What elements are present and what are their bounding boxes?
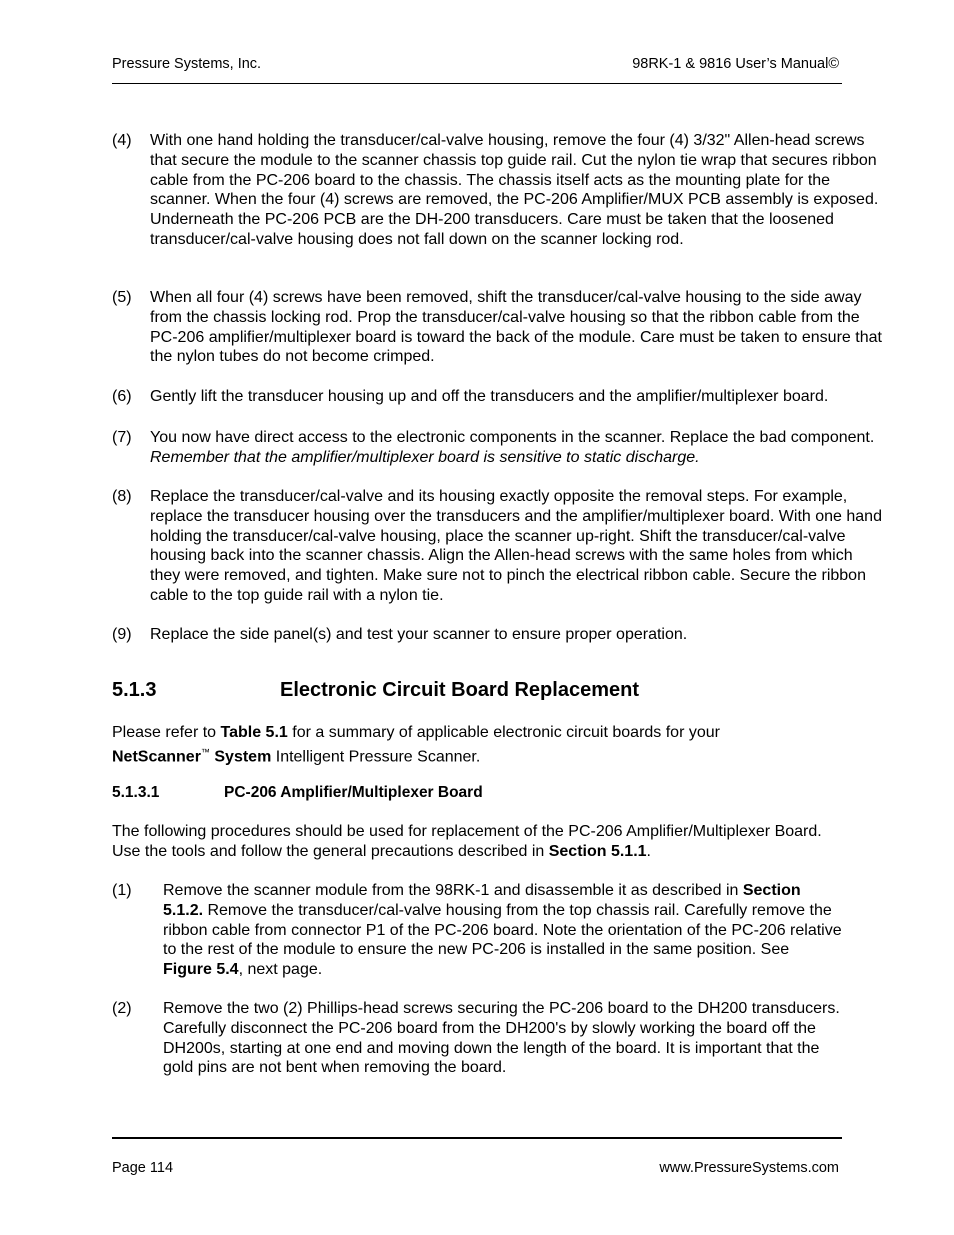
step-text: Replace the side panel(s) and test your scanner to ensure proper operation.	[150, 626, 688, 643]
step-number: (1)	[112, 882, 132, 899]
table-reference: Table 5.1	[220, 724, 288, 741]
step-text: When all four (4) screws have been removed, shift the transducer/cal-valve housing to the side away from the chassis locking rod. Prop the transducer/cal-valve housing so that the ribbon cable from the PC-206 amplifier/multiplexer board is toward the back of the module. Care must be taken to ensure that the nylon tubes do not become crimped.	[150, 289, 882, 366]
header-rule	[112, 83, 842, 84]
step-item	[112, 881, 842, 980]
header-manual-title: 98RK-1 & 9816 User’s Manual©	[632, 56, 839, 72]
step-item	[112, 131, 882, 250]
section-intro: Please refer to Table 5.1 for a summary of applicable electronic circuit boards for your NetScanner™ System Intelligent Pressure Scanner.	[112, 724, 720, 766]
step-text: Remove the two (2) Phillips-head screws securing the PC-206 board to the DH200 transducers. Carefully disconnect the PC-206 board from the DH200's by slowly working the board off the DH200s, starting at one end and moving down the length of the board. It is important that the gold pins are not bent when removing the board.	[163, 1000, 840, 1077]
step-number: (2)	[112, 1000, 132, 1017]
step-number: (8)	[112, 488, 132, 505]
step-number: (4)	[112, 132, 132, 149]
step-item	[112, 288, 882, 367]
product-name: NetScanner	[112, 748, 201, 766]
footer-rule	[112, 1137, 842, 1139]
header-company: Pressure Systems, Inc.	[112, 56, 262, 72]
subsection-heading	[112, 784, 483, 802]
step-item	[112, 625, 882, 645]
footer-website: www.PressureSystems.com	[659, 1160, 839, 1176]
section-title: Electronic Circuit Board Replacement	[280, 679, 639, 701]
step-item	[112, 487, 882, 606]
step-text: With one hand holding the transducer/cal-valve housing, remove the four (4) 3/32" Allen-head screws that secure the module to the scanner chassis top guide rail. Cut the nylon tie wrap that secures ribbon cable from the PC-206 board to the chassis. The chassis itself acts as the mounting plate for the scanner. When the four (4) screws are removed, the PC-206 Amplifier/MUX PCB assembly is exposed. Underneath the PC-206 PCB are the DH-200 transducers. Care must be taken that the loosened transducer/cal-valve housing does not fall down on the scanner locking rod.	[150, 132, 879, 248]
step-number: (7)	[112, 429, 132, 446]
trademark-symbol: ™	[200, 746, 210, 757]
step-number: (6)	[112, 388, 132, 405]
step-text: Gently lift the transducer housing up and off the transducers and the amplifier/multiplexer board.	[150, 388, 829, 405]
subsection-intro: The following procedures should be used for replacement of the PC-206 Amplifier/Multiplexer Board. Use the tools and follow the general precautions described in Section 5.1.1.	[112, 823, 822, 860]
section-heading	[112, 679, 639, 702]
step-item	[112, 428, 882, 468]
subsection-number: 5.1.3.1	[112, 784, 160, 801]
section-reference: Section 5.1.1	[548, 842, 647, 860]
section-reference: Section 5.1.2.	[163, 882, 801, 919]
step-item	[112, 999, 842, 1078]
subsection-title: PC-206 Amplifier/Multiplexer Board	[224, 784, 483, 801]
page-number: Page 114	[112, 1160, 174, 1176]
step-text: You now have direct access to the electronic components in the scanner. Replace the bad component. Remember that the amplifier/multiplexer board is sensitive to static discharge.	[150, 429, 875, 466]
step-text: Remove the scanner module from the 98RK-1 and disassemble it as described in Section 5.1.2. Remove the transducer/cal-valve housing from the top chassis rail. Carefully remove the ribbon cable from connector P1 of the PC-206 board. Note the orientation of the PC-206 relative to the rest of the module to ensure the new PC-206 is installed in the same position. See Figure 5.4, next page.	[163, 882, 842, 979]
figure-reference: Figure 5.4	[163, 961, 239, 979]
step-item	[112, 387, 882, 407]
step-text: Replace the transducer/cal-valve and its housing exactly opposite the removal steps. For example, replace the transducer housing over the transducers and the amplifier/multiplexer board. With one hand holding the transducer/cal-valve housing, place the scanner up-right. Shift the transducer/cal-valve housing back into the scanner chassis. Align the Allen-head screws with the same holes from which they were removed, and tighten. Make sure not to pinch the electrical ribbon cable. Secure the ribbon cable to the top guide rail with a nylon tie.	[150, 488, 882, 604]
section-number: 5.1.3	[112, 679, 157, 701]
static-warning: Remember that the amplifier/multiplexer board is sensitive to static discharge.	[150, 448, 700, 466]
step-number: (9)	[112, 626, 132, 643]
step-number: (5)	[112, 289, 132, 306]
